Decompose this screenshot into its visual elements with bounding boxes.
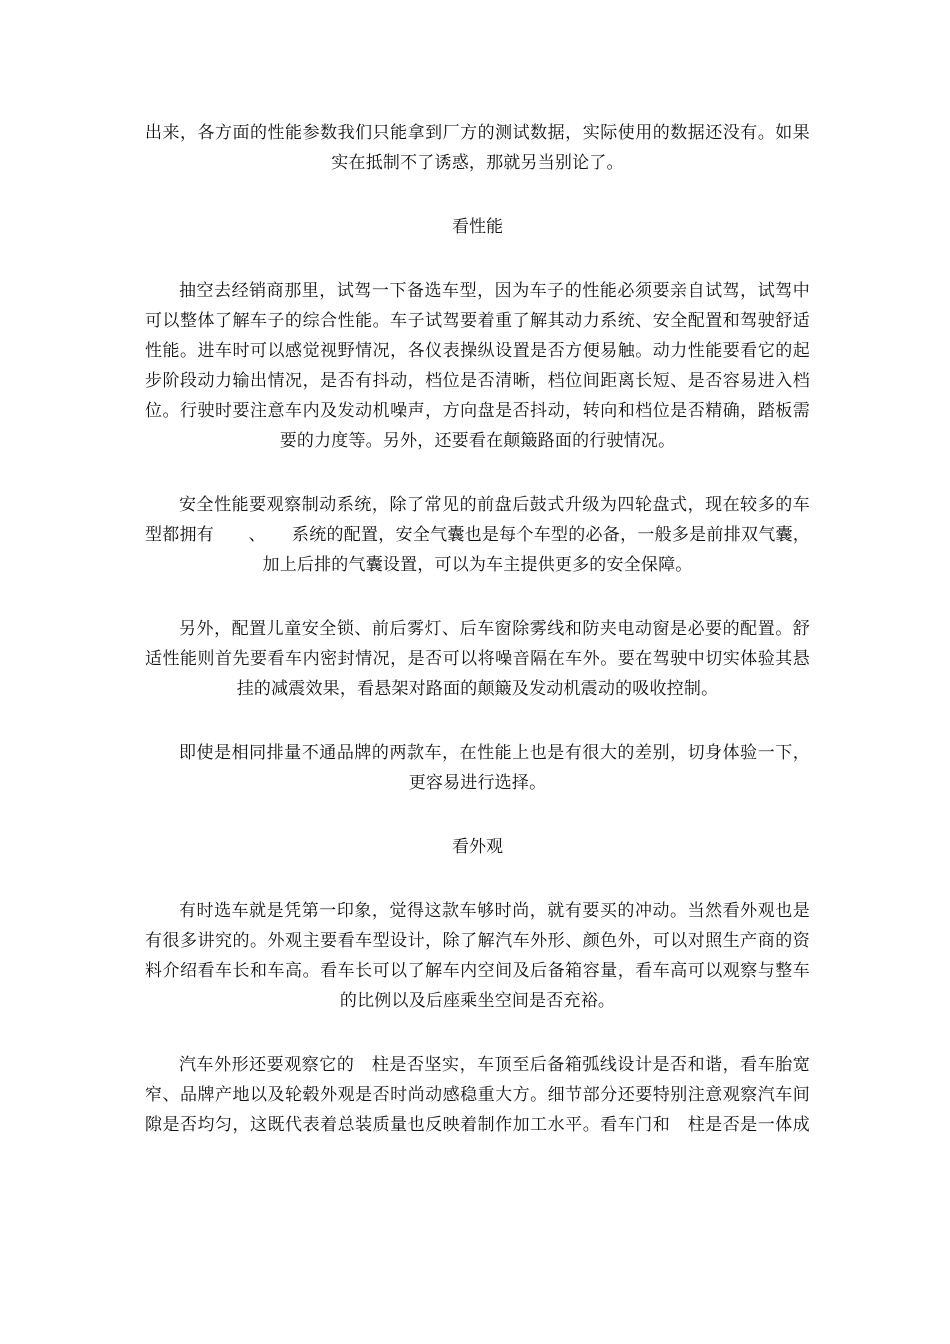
- paragraph-brand: 即使是相同排量不通品牌的两款车，在性能上也是有很大的差别，切身体验一下，更容易进行选择。: [179, 743, 810, 793]
- paragraph-comfort: 另外，配置儿童安全锁、前后雾灯、后车窗除雾线和防夹电动窗是必要的配置。舒适性能则首先要看车内密封情况，是否可以将噪音隔在车外。要在驾驶中切实体验其悬挂的减震效果，看悬架对路面的颠簸及发动机震动的吸收控制。: [145, 619, 810, 699]
- heading-performance: 看性能: [452, 217, 503, 237]
- paragraph-details: 汽车外形还要观察它的 柱是否坚实，车顶至后备箱弧线设计是否和谐，看车胎宽窄、品牌产地以及轮毂外观是否时尚动感稳重大方。细节部分还要特别注意观察汽车间隙是否均匀，这既代表着总装质量也反映着制作加工水平。看车门和 柱是否是一体成: [145, 1055, 810, 1135]
- document-page: [145, 118, 810, 1140]
- paragraph-safety: 安全性能要观察制动系统，除了常见的前盘后鼓式升级为四轮盘式，现在较多的车型都拥有 、 系统的配置，安全气囊也是每个车型的必备，一般多是前排双气囊，加上后排的气囊设置，可以为车主提供更多的安全保障。: [145, 495, 810, 575]
- paragraph-intro: 出来，各方面的性能参数我们只能拿到厂方的测试数据，实际使用的数据还没有。如果实在抵制不了诱惑，那就另当别论了。: [145, 123, 810, 173]
- heading-exterior: 看外观: [452, 837, 503, 857]
- paragraph-test-drive: 抽空去经销商那里，试驾一下备选车型，因为车子的性能必须要亲自试驾，试驾中可以整体了解车子的综合性能。车子试驾要着重了解其动力系统、安全配置和驾驶舒适性能。进车时可以感觉视野情况，各仪表操纵设置是否方便易触。动力性能要看它的起步阶段动力输出情况，是否有抖动，档位是否清晰，档位间距离长短、是否容易进入档位。行驶时要注意车内及发动机噪声，方向盘是否抖动，转向和档位是否精确，踏板需要的力度等。另外，还要看在颠簸路面的行驶情况。: [145, 281, 810, 451]
- paragraph-first-impression: 有时选车就是凭第一印象，觉得这款车够时尚，就有要买的冲动。当然看外观也是有很多讲究的。外观主要看车型设计，除了解汽车外形、颜色外，可以对照生产商的资料介绍看车长和车高。看车长可以了解车内空间及后备箱容量，看车高可以观察与整车的比例以及后座乘坐空间是否充裕。: [145, 901, 810, 1011]
